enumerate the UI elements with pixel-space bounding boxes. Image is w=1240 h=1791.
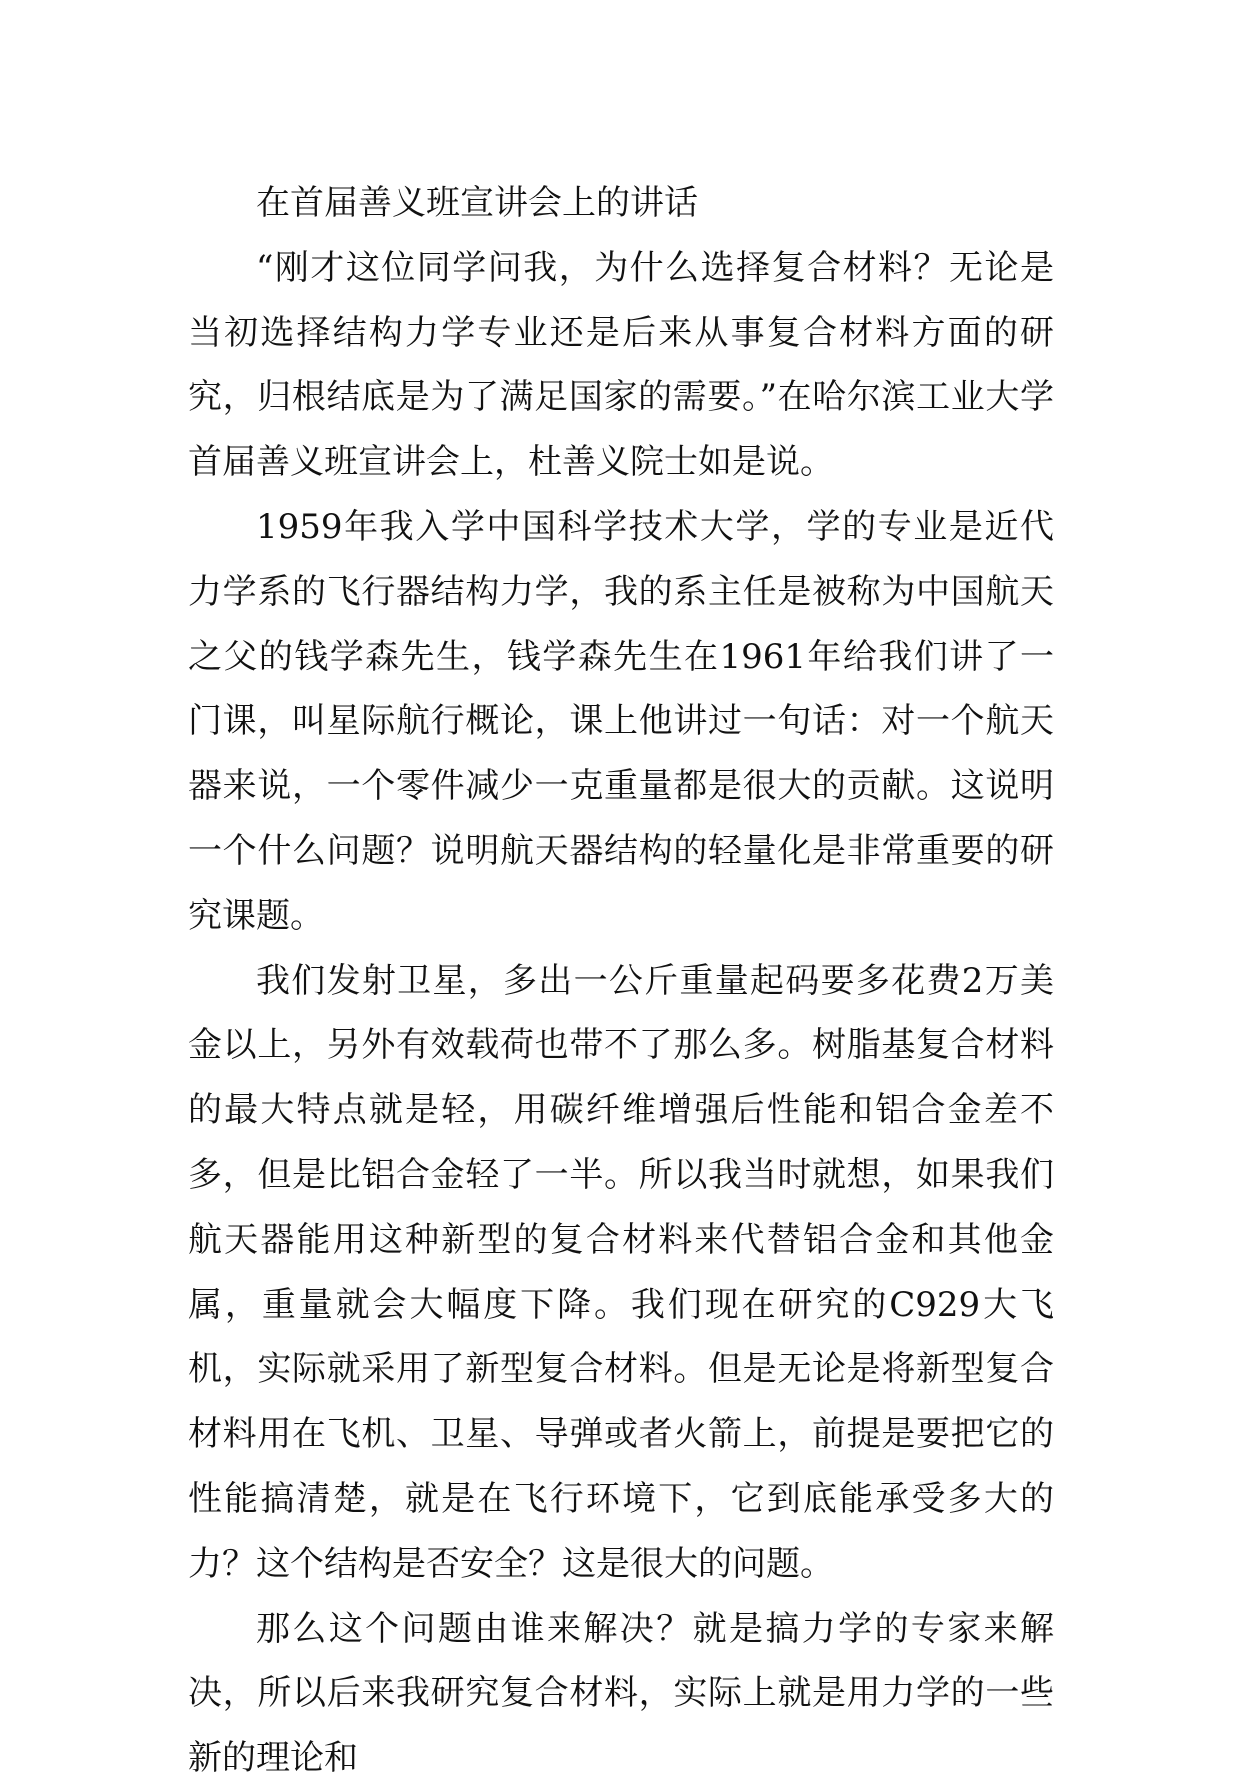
paragraph: “刚才这位同学问我，为什么选择复合材料？无论是当初选择结构力学专业还是后来从事复合材料方面的研究，归根结底是为了满足国家的需要。”在哈尔滨工业大学首届善义班宣讲会上，杜善义院士如是说。 [188,247,1054,483]
document-body [188,171,1054,1791]
paragraph: 那么这个问题由谁来解决？就是搞力学的专家来解决，所以后来我研究复合材料，实际上就是用力学的一些新的理论和 [188,1608,1054,1779]
document-title: 在首届善义班宣讲会上的讲话 [256,183,698,223]
paragraph: 1959年我入学中国科学技术大学，学的专业是近代力学系的飞行器结构力学，我的系主任是被称为中国航天之父的钱学森先生，钱学森先生在1961年给我们讲了一门课，叫星际航行概论，课上他讲过一句话：对一个航天器来说，一个零件减少一克重量都是很大的贡献。这说明一个什么问题？说明航天器结构的轻量化是非常重要的研究课题。 [188,506,1054,936]
paragraph: 我们发射卫星，多出一公斤重量起码要多花费2万美金以上，另外有效载荷也带不了那么多。树脂基复合材料的最大特点就是轻，用碳纤维增强后性能和铝合金差不多，但是比铝合金轻了一半。所以我当时就想，如果我们航天器能用这种新型的复合材料来代替铝合金和其他金属，重量就会大幅度下降。我们现在研究的C929大飞机，实际就采用了新型复合材料。但是无论是将新型复合材料用在飞机、卫星、导弹或者火箭上，前提是要把它的性能搞清楚，就是在飞行环境下，它到底能承受多大的力？这个结构是否安全？这是很大的问题。 [188,960,1054,1584]
